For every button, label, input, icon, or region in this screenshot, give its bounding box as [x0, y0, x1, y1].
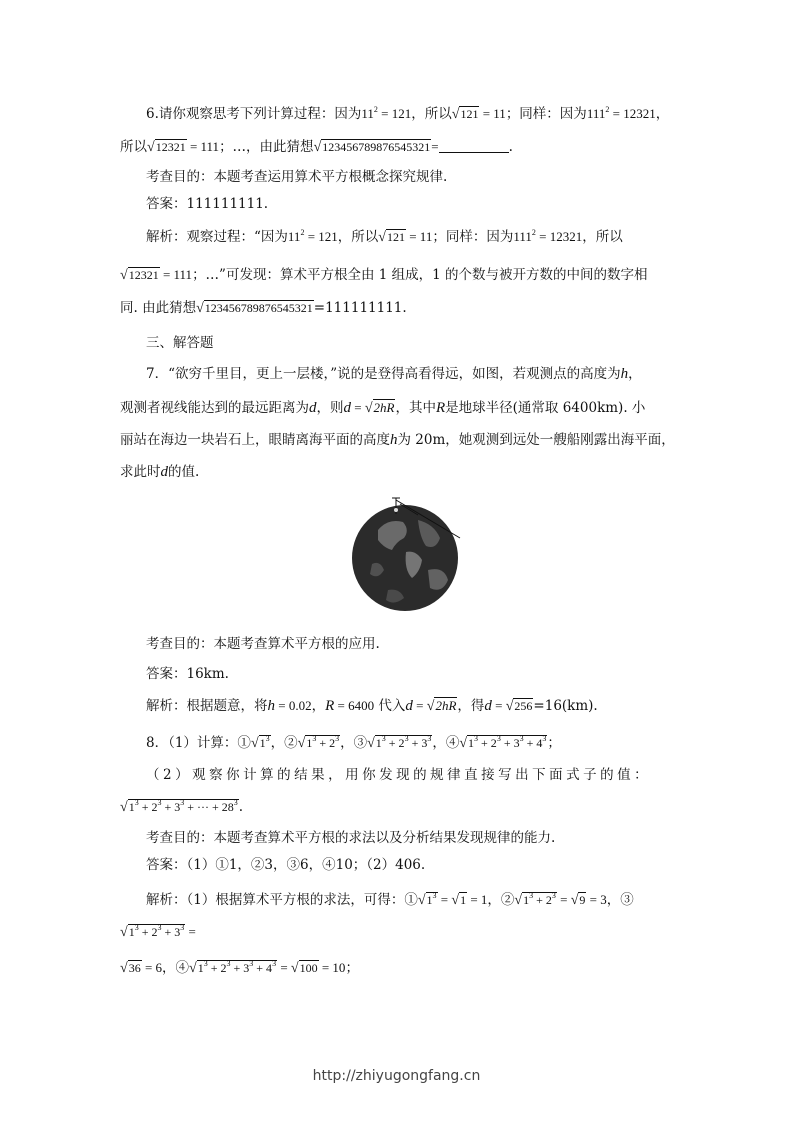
q7-analysis: 解析：根据题意，将h = 0.02，R = 6400 代入d = √2hR，得d = √256=16(km). — [146, 698, 598, 714]
q6-line-1: 6.请你观察思考下列计算过程：因为$11^2 = 121$，所以√121 = 11；同样：因为$111^2 = 12321$， — [146, 105, 670, 122]
q6-analysis-3: 同. 由此猜想√123456789876545321=111111111. — [120, 300, 407, 316]
q7-line-1: 7．“欲穷千里目，更上一层楼，”说的是登得高看得远，如图，若观测点的高度为h， — [146, 366, 642, 382]
q8-answer: 答案：（1）①1，②3，③6，④10；（2）406. — [146, 857, 426, 873]
q8-analysis-3: √36 = 6，$④√1^3 + 2^3 + 3^3 + 4^3 = √100 = 10$； — [120, 959, 359, 976]
q6-analysis-1: 解析：观察过程：“因为$11^2 = 121$，所以√121 = 11；同样：因为$111^2 = 12321$，所以 — [146, 228, 623, 245]
section-heading: 三、解答题 — [146, 335, 214, 351]
q6-analysis-2: √12321 = 111；…”可发现：算术平方根全由 1 组成，1 的个数与被开方数的中间的数字相 — [120, 267, 648, 283]
q7-line-3: 丽站在海边一块岩石上，眼睛离海平面的高度h为 20m，她观测到远处一艘船刚露出海平面， — [120, 432, 675, 448]
footer-url[interactable]: http://zhiyugongfang.cn — [312, 1068, 481, 1084]
q8-line-3: $√1^3 + 2^3 + 3^3$ + ··· + $28^3$. — [120, 798, 244, 815]
q7-line-2: 观测者视线能达到的最远距离为d，则d = √2hR，其中R是地球半径(通常取 6400km). 小 — [120, 400, 646, 416]
q6-purpose: 考查目的：本题考查运用算术平方根概念探究规律. — [146, 169, 448, 185]
q7-line-4: 求此时d的值. — [120, 464, 200, 480]
q8-analysis-2: $√1^3 + 2^3 + 3^3$ = — [120, 923, 196, 940]
q8-purpose: 考查目的：本题考查算术平方根的求法以及分析结果发现规律的能力. — [146, 830, 556, 846]
q6-line-2: 所以√12321 = 111；…，由此猜想√123456789876545321= . — [120, 139, 513, 155]
q6-answer: 答案：111111111. — [146, 196, 269, 212]
q8-line-2: （2）观察你计算的结果，用你发现的规律直接写出下面式子的值： — [146, 767, 652, 783]
answer-blank — [439, 140, 509, 153]
q8-line-1: 8．（1）计算：$①√1^3$，$②√1^3 + 2^3$，$③√1^3 + 2^3 + 3^3$，$④√1^3 + 2^3 + 3^3 + 4^3$； — [146, 734, 561, 751]
earth-figure — [348, 490, 468, 618]
q7-purpose: 考查目的：本题考查算术平方根的应用. — [146, 636, 380, 652]
q7-answer: 答案：16km. — [146, 666, 229, 682]
q8-analysis-1: 解析：（1）根据算术平方根的求法，可得：$①√1^3 = √1 = 1$，$②√1^3 + 2^3 = √9 = 3$，③ — [146, 891, 634, 908]
